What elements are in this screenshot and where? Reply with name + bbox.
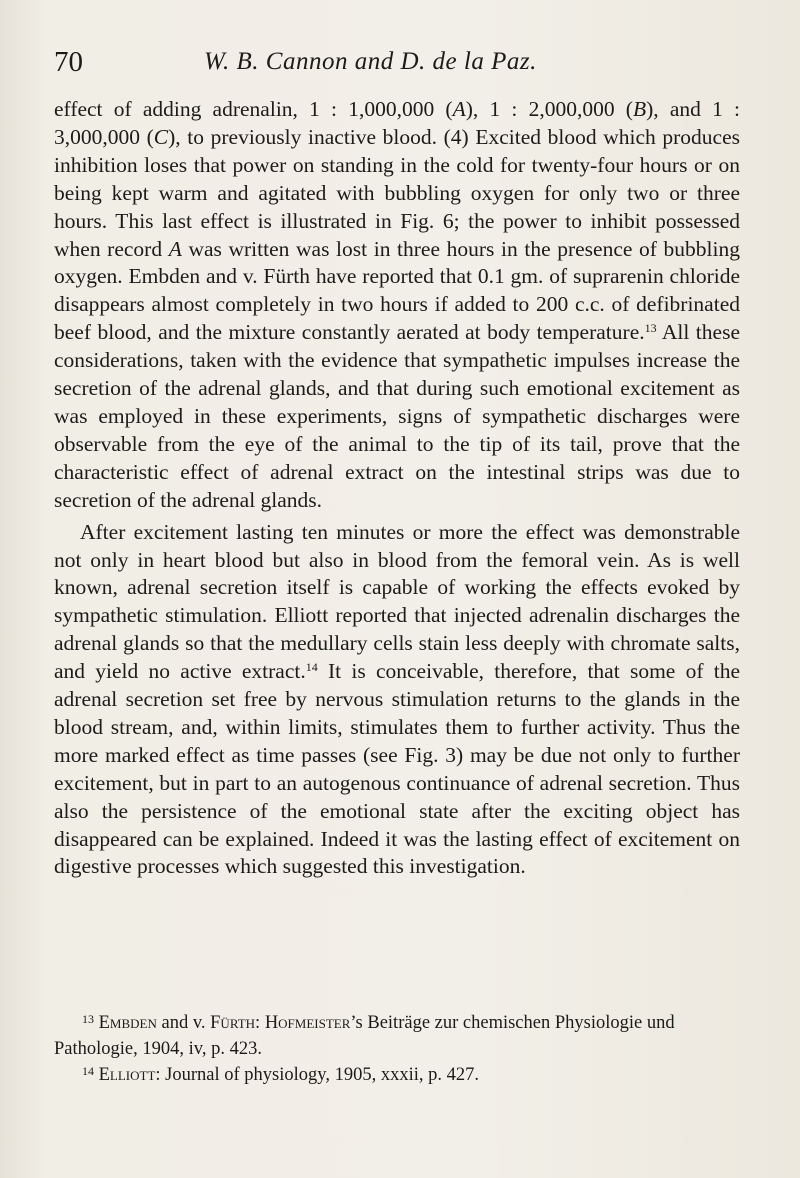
text-run: ), 1 : 2,000,000 (: [465, 97, 633, 121]
footnote-editor: Hofmeister: [264, 1013, 351, 1033]
text-run: :: [255, 1013, 265, 1033]
footnote-ref-14: 14: [305, 660, 318, 675]
paragraph-2: [54, 519, 740, 882]
text-run: ), and 1 : 3,000,000 (: [54, 97, 740, 149]
text-run: After excitement lasting ten minutes or more the effect was demonstrable not only in heart blood but also in blood from the femoral vein. As is well known, adrenal secretion itself is capable of working the effects evoked by sympathetic stimulation. Elliott reported that injected adrenalin discharges the adrenal glands so that the medullary cells stain less deeply with chromate salts, and yield no active extract.: [54, 519, 740, 684]
footnote-author: Fürth: [210, 1013, 256, 1033]
paragraph-1: [54, 96, 740, 515]
sample-label-b: B: [632, 97, 647, 121]
text-run: effect of adding adrenalin, 1 : 1,000,000 (: [54, 97, 453, 121]
text-run: and v.: [156, 1013, 211, 1033]
page-header: [54, 42, 754, 82]
running-head: W. B. Cannon and D. de la Paz.: [204, 48, 537, 75]
footnote-number: 14: [82, 1064, 94, 1078]
footnote-14: [54, 1062, 744, 1088]
sample-label-a: A: [452, 97, 466, 121]
text-run: It is conceivable, therefore, that some of the adrenal secretion set free by nervous stimulation returns to the glands in the blood stream, and, within limits, stimulates them to further activity. Thus the more marked effect as time passes (see Fig. 3) may be due not only to further excitement, but in part to an autogenous continuance of adrenal secretion. Thus also the persistence of the emotional state after the exciting object has disappeared can be explained. Indeed it was the lasting effect of excitement on digestive processes which suggested this investigation.: [54, 659, 741, 879]
page-number: 70: [54, 46, 83, 78]
footnote-13: [54, 1010, 744, 1062]
footnote-author: Elliott: [98, 1065, 156, 1085]
text-run: : Journal of physiology, 1905, xxxii, p. 427.: [155, 1065, 479, 1085]
record-label-a: A: [168, 236, 182, 261]
footnotes: [54, 1010, 744, 1088]
footnote-ref-13: 13: [644, 321, 657, 336]
text-run: ), to previously inactive blood. (4) Excited blood which produces inhibition loses that power on standing in the cold for twenty-four hours or on being kept warm and agitated with bubbling oxygen for only two or three hours. This last effect is illustrated in Fig. 6; the power to inhibit possessed when record: [54, 124, 740, 261]
body-text: [54, 96, 740, 881]
text-run: ’s Beiträge zur chemischen Physiologie und Pathologie, 1904, iv, p. 423.: [54, 1013, 675, 1059]
text-run: was written was lost in three hours in the presence of bubbling oxygen. Embden and v. Fürth have reported that 0.1 gm. of suprarenin chloride disappears almost completely in two hours if added to 200 c.c. of defibrinated beef blood, and the mixture constantly aerated at body temperature.: [54, 236, 740, 345]
footnote-author: Embden: [98, 1013, 157, 1033]
sample-label-c: C: [153, 124, 169, 149]
text-run: All these considerations, taken with the evidence that sympathetic impulses increase the secretion of the adrenal glands, and that during such emotional excitement as was employed in these experiments, signs of sympathetic discharges were observable from the eye of the animal to the tip of its tail, prove that the characteristic effect of adrenal extract on the intestinal strips was due to secretion of the adrenal glands.: [54, 320, 740, 512]
footnote-number: 13: [82, 1012, 94, 1026]
